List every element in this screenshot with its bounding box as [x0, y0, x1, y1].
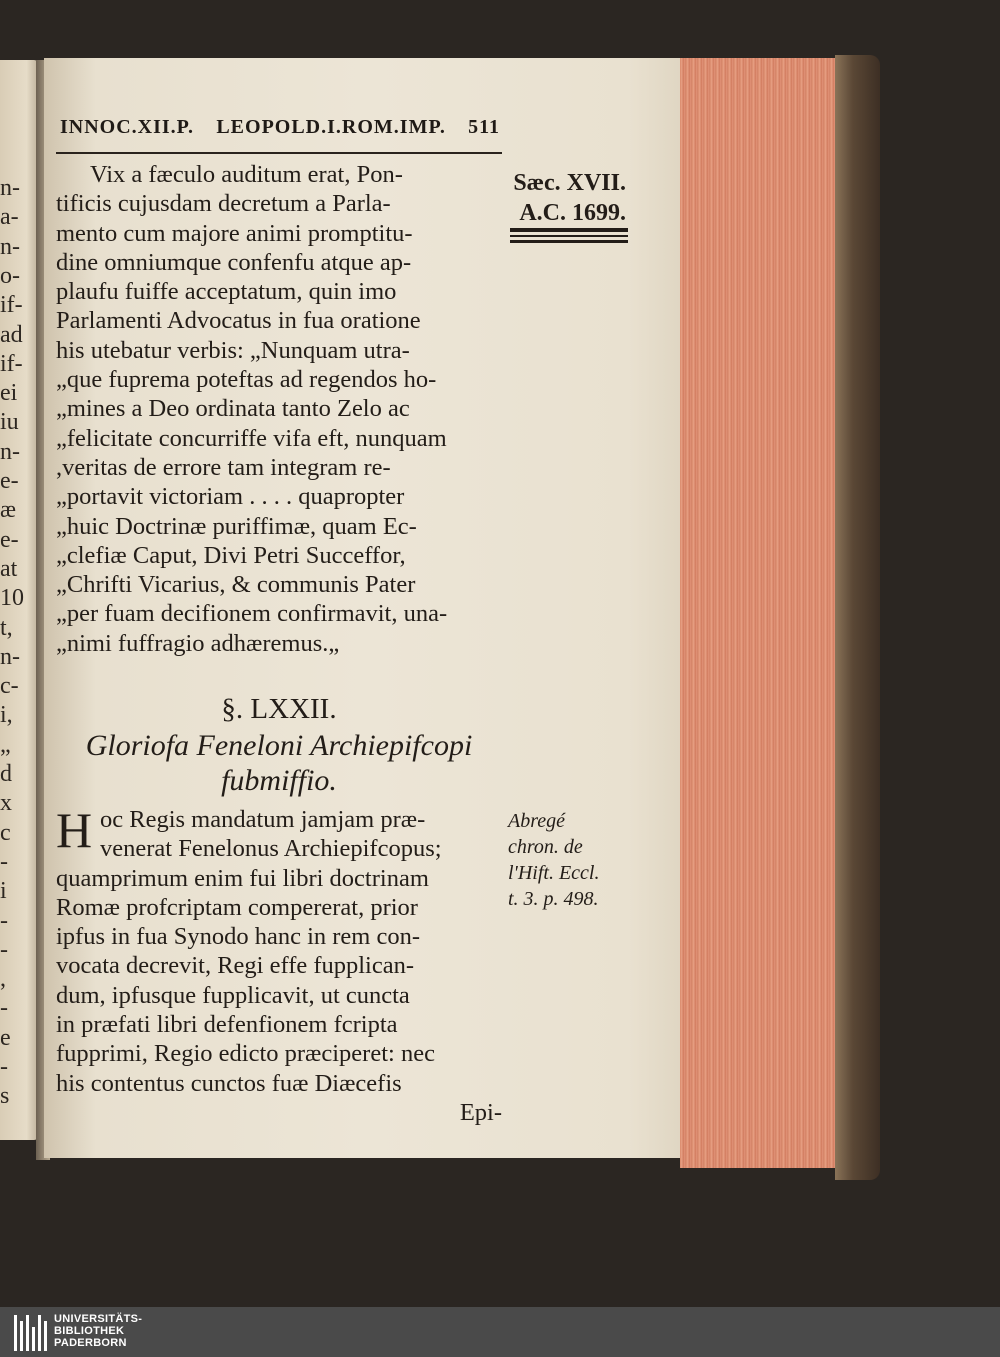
- text-line: fupprimi, Regio edicto præciperet: nec: [56, 1040, 435, 1068]
- section-title-line-2: fubmiffio.: [221, 764, 337, 797]
- margin-ref-line-2: chron. de: [508, 836, 583, 858]
- margin-rule-thick: [510, 228, 628, 232]
- drop-cap: H: [56, 802, 93, 858]
- previous-page-fragment: d: [0, 761, 12, 787]
- previous-page-fragment: e-: [0, 526, 19, 553]
- margin-ref-line-4: t. 3. p. 498.: [508, 888, 599, 910]
- text-line: in præfati libri defenfionem fcripta: [56, 1011, 398, 1039]
- paragraph-1: [56, 160, 502, 658]
- previous-page-fragment: n-: [0, 233, 20, 260]
- text-line: „clefiæ Caput, Divi Petri Succeffor,: [56, 541, 406, 569]
- previous-page-fragment: x: [0, 790, 12, 817]
- previous-page-fragment: ,: [0, 966, 6, 993]
- previous-page-fragment: e-: [0, 468, 19, 494]
- red-page-edges: [680, 58, 838, 1168]
- header-rule: [56, 152, 502, 154]
- text-line: ,veritas de errore tam integram re-: [56, 453, 391, 481]
- section-title-line-1: Gloriofa Feneloni Archiepifcopi: [85, 729, 473, 762]
- previous-page-fragment: -: [0, 1054, 8, 1080]
- previous-page-fragment: s: [0, 1083, 10, 1110]
- previous-page-fragment: ad: [0, 321, 23, 348]
- text-line: oc Regis mandatum jamjam præ-: [100, 806, 426, 833]
- margin-ref-line-1: Abregé: [508, 810, 566, 832]
- previous-page-fragment: -: [0, 848, 8, 875]
- previous-page-fragment: ei: [0, 380, 18, 407]
- text-line: dum, ipfusque fupplicavit, ut cuncta: [56, 981, 410, 1009]
- margin-rule-bottom: [510, 240, 628, 243]
- library-line-1: UNIVERSITÄTS-: [54, 1313, 143, 1325]
- margin-note-century: Sæc. XVII.: [513, 170, 626, 196]
- text-line: his contentus cunctos fuæ Diæcefis: [56, 1069, 402, 1097]
- previous-page-edge: [0, 60, 38, 1140]
- text-line: „per fuam decifionem confirmavit, una-: [56, 600, 448, 628]
- previous-page-fragment: i,: [0, 702, 13, 729]
- text-line: venerat Fenelonus Archiepifcopus;: [100, 835, 442, 863]
- text-line: „huic Doctrinæ puriffimæ, quam Ec-: [56, 512, 417, 540]
- text-line: Romæ profcriptam compererat, prior: [56, 893, 418, 921]
- previous-page-fragment: e: [0, 1024, 11, 1051]
- previous-page-fragment: if-: [0, 350, 23, 377]
- previous-page-fragment: i: [0, 878, 7, 905]
- previous-page-fragment: -: [0, 936, 8, 963]
- text-line: quamprimum enim fui libri doctrinam: [56, 864, 429, 892]
- previous-page-fragment: „: [0, 731, 11, 758]
- text-line: Parlamenti Advocatus in fua oratione: [56, 307, 421, 335]
- previous-page-fragment: -: [0, 907, 8, 934]
- text-line: „que fuprema poteftas ad regendos ho-: [56, 366, 437, 394]
- text-line: „portavit victoriam . . . . quapropter: [56, 483, 405, 511]
- text-line: „Chrifti Vicarius, & communis Pater: [56, 571, 416, 599]
- text-line: „felicitate concurriffe vifa eft, nunquam: [56, 424, 447, 452]
- text-line: tificis cujusdam decretum a Parla-: [56, 190, 391, 218]
- library-name: [54, 1313, 142, 1349]
- header-middle: LEOPOLD.I.ROM.IMP.: [216, 116, 446, 138]
- text-line: „nimi fuffragio adhæremus.„: [56, 629, 340, 657]
- section-title: [56, 728, 502, 798]
- previous-page-fragment: iu: [0, 409, 19, 436]
- previous-page-fragment: o-: [0, 262, 20, 289]
- margin-note-reference: [508, 808, 633, 912]
- library-line-2: BIBLIOTHEK: [54, 1325, 125, 1337]
- previous-page-fragment: c-: [0, 673, 19, 700]
- previous-page-fragment: if-: [0, 292, 23, 319]
- previous-page-fragment: n-: [0, 438, 20, 465]
- previous-page-fragment: a-: [0, 204, 19, 231]
- book-cover: [835, 55, 880, 1180]
- text-line: Vix a fæculo auditum erat, Pon-: [90, 161, 403, 188]
- margin-rule-thin: [510, 235, 628, 237]
- library-footer: [0, 1307, 1000, 1357]
- text-line: ipfus in fua Synodo hanc in rem con-: [56, 923, 421, 951]
- library-line-3: PADERBORN: [54, 1337, 127, 1349]
- previous-page-fragment: t,: [0, 614, 13, 641]
- margin-note-date: [508, 168, 626, 228]
- section-number: §. LXXII.: [221, 693, 337, 725]
- previous-page-fragment: 10: [0, 585, 24, 612]
- paragraph-2: [56, 802, 502, 1127]
- previous-page-fragment: æ: [0, 497, 17, 524]
- previous-page-fragment: n-: [0, 175, 20, 201]
- text-line: his utebatur verbis: „Nunquam utra-: [56, 336, 410, 364]
- margin-ref-line-3: l'Hift. Eccl.: [508, 862, 600, 884]
- margin-note-year: A.C. 1699.: [519, 200, 626, 226]
- text-line: plaufu fuiffe acceptatum, quin imo: [56, 278, 397, 306]
- previous-page-fragment: n-: [0, 643, 20, 670]
- library-logo-icon: [14, 1315, 48, 1351]
- text-line: „mines a Deo ordinata tanto Zelo ac: [56, 395, 410, 423]
- text-line: mento cum majore animi promptitu-: [56, 219, 413, 247]
- previous-page-fragment: -: [0, 995, 8, 1022]
- previous-page-fragment: c: [0, 819, 11, 846]
- header-left: INNOC.XII.P.: [60, 116, 195, 138]
- previous-page-fragment: at: [0, 555, 18, 582]
- catchword: Epi-: [459, 1098, 502, 1126]
- text-line: dine omniumque confenfu atque ap-: [56, 248, 412, 276]
- page-number: 511: [468, 116, 500, 138]
- running-header: [60, 116, 500, 139]
- text-line: vocata decrevit, Regi effe fupplican-: [56, 952, 415, 980]
